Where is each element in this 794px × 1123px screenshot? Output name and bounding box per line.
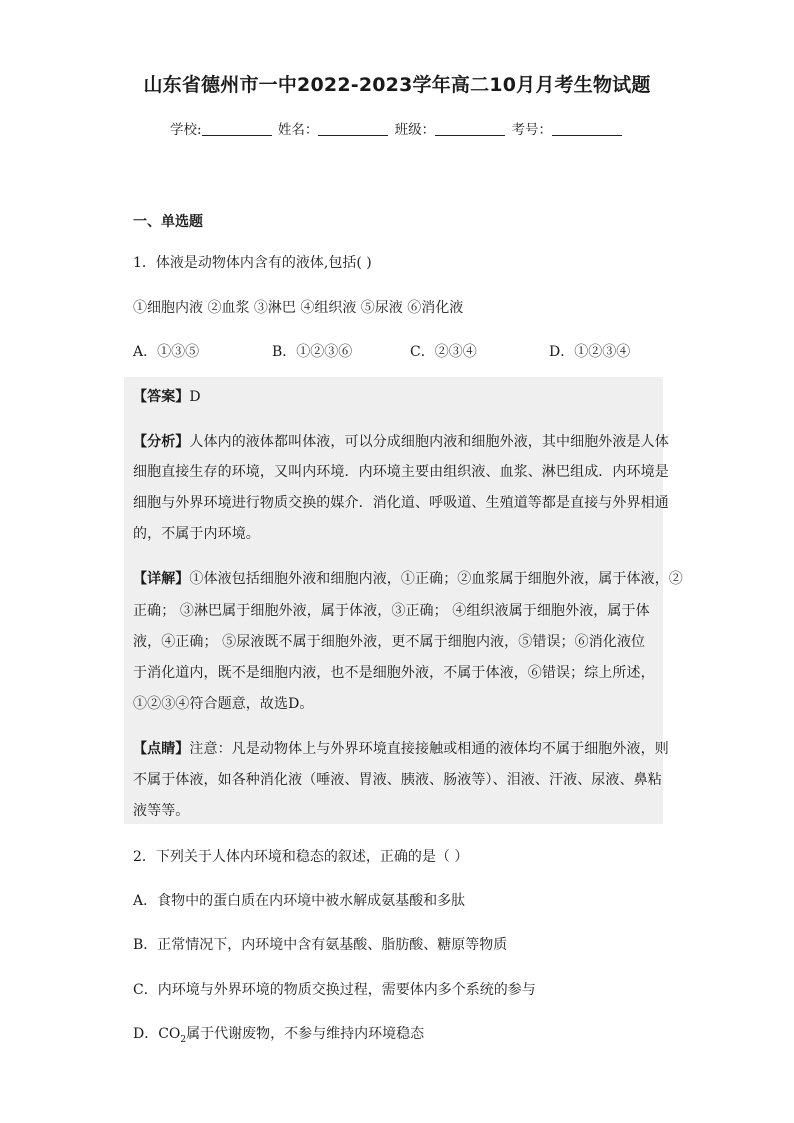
q1-option-d: D．①②③④ <box>549 344 631 360</box>
note-tag: 【点睛】 <box>133 741 190 757</box>
q2-option-d <box>133 1023 424 1045</box>
analysis-line-1 <box>133 431 669 451</box>
q2-option-a: A．食物中的蛋白质在内环境中被水解成氨基酸和多肽 <box>133 893 466 909</box>
number-blank[interactable] <box>552 121 622 136</box>
detail-line-5: ①②③④符合题意，故选D。 <box>133 696 314 712</box>
q2-option-d-suffix: 属于代谢废物，不参与维持内环境稳态 <box>186 1026 425 1042</box>
q2-option-d-prefix: D．CO <box>133 1026 181 1042</box>
analysis-line-2: 细胞直接生存的环境，又叫内环境．内环境主要由组织液、血浆、淋巴组成．内环境是 <box>133 464 669 480</box>
document-title: 山东省德州市一中2022-2023学年高二10月月考生物试题 <box>143 74 651 96</box>
detail-line-1 <box>133 568 683 588</box>
analysis-line-3: 细胞与外界环境进行物质交换的媒介．消化道、呼吸道、生殖道等都是直接与外界相通 <box>133 495 669 511</box>
note-line-1 <box>133 738 669 758</box>
q1-stem: 1．体液是动物体内含有的液体,包括( ) <box>133 255 372 271</box>
q2-option-c: C．内环境与外界环境的物质交换过程，需要体内多个系统的参与 <box>133 982 536 998</box>
class-label: 班级： <box>394 122 436 138</box>
q1-option-c: C．②③④ <box>410 344 477 360</box>
answer-value: D <box>189 389 201 405</box>
analysis-line-4: 的，不属于内环境。 <box>133 526 260 542</box>
detail-tag: 【详解】 <box>133 571 190 587</box>
number-label: 考号： <box>511 122 552 138</box>
analysis-text-1: 人体内的液体都叫体液，可以分成细胞内液和细胞外液，其中细胞外液是人体 <box>189 434 669 450</box>
q2-option-b: B．正常情况下，内环境中含有氨基酸、脂肪酸、糖原等物质 <box>133 937 508 953</box>
class-blank[interactable] <box>435 121 505 136</box>
detail-line-3: 液，④正确； ⑤尿液既不属于细胞外液，更不属于细胞内液，⑤错误；⑥消化液位 <box>133 634 646 650</box>
detail-line-4: 于消化道内，既不是细胞内液，也不是细胞外液，不属于体液，⑥错误；综上所述， <box>133 665 655 681</box>
student-info-line <box>0 118 794 138</box>
answer-tag: 【答案】 <box>133 389 190 405</box>
note-text-1: 注意：凡是动物体上与外界环境直接接触或相通的液体均不属于细胞外液，则 <box>189 741 669 757</box>
section-heading: 一、单选题 <box>133 214 203 230</box>
q2-stem: 2．下列关于人体内环境和稳态的叙述，正确的是（ ） <box>133 849 469 865</box>
q1-option-b: B．①②③⑥ <box>272 344 353 360</box>
school-blank[interactable] <box>202 121 272 136</box>
q1-answer <box>133 386 201 406</box>
detail-text-1: ①体液包括细胞外液和细胞内液，①正确；②血浆属于细胞外液，属于体液，② <box>189 571 683 587</box>
q2-option-d-sub: 2 <box>180 1034 187 1045</box>
analysis-tag: 【分析】 <box>133 434 190 450</box>
name-blank[interactable] <box>318 121 388 136</box>
note-line-3: 液等等。 <box>133 803 190 819</box>
school-label: 学校: <box>170 122 202 138</box>
q1-items: ①细胞内液 ②血浆 ③淋巴 ④组织液 ⑤尿液 ⑥消化液 <box>133 300 464 316</box>
note-line-2: 不属于体液，如各种消化液（唾液、胃液、胰液、肠液等）、泪液、汗液、尿液、鼻粘 <box>133 772 662 788</box>
detail-line-2: 正确； ③淋巴属于细胞外液，属于体液，③正确； ④组织液属于细胞外液，属于体 <box>133 603 650 619</box>
name-label: 姓名： <box>277 122 319 138</box>
q1-option-a: A．①③⑤ <box>133 344 200 360</box>
